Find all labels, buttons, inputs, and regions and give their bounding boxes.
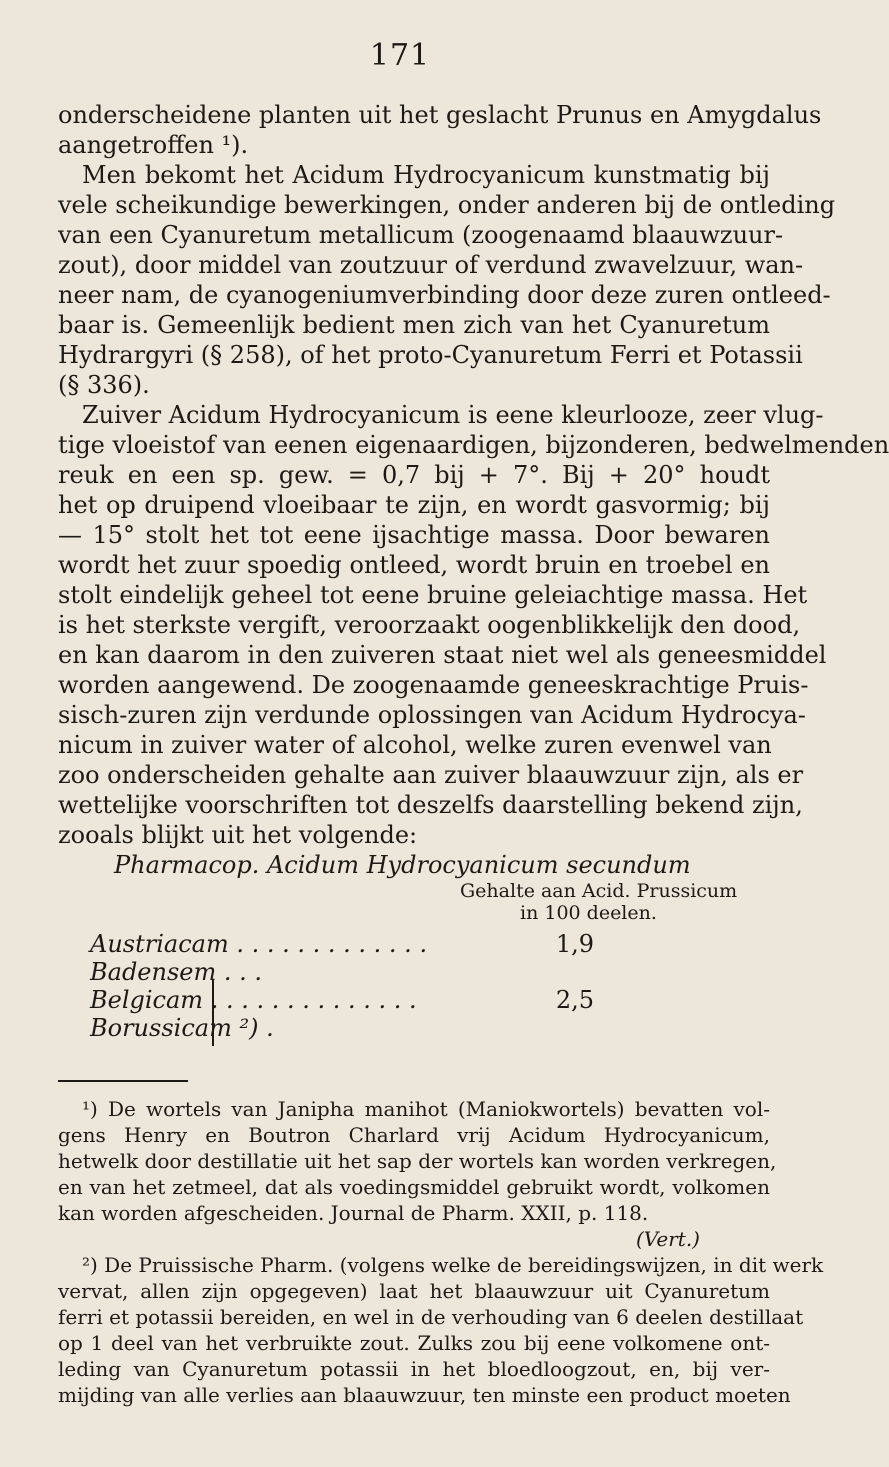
text-line: en kan daarom in den zuiveren staat niet wel als geneesmiddel [58, 641, 827, 669]
footnote-line: leding van Cyanuretum potassii in het bloedloogzout, en, bij ver- [58, 1357, 770, 1381]
text-line: is het sterkste vergift, veroorzaakt oogenblikkelijk den dood, [58, 611, 801, 639]
footnote-line: vervat, allen zijn opgegeven) laat het blaauwzuur uit Cyanuretum [58, 1279, 770, 1303]
text-line: van een Cyanuretum metallicum (zoogenaamd blaauwzuur- [58, 221, 784, 249]
text-line: zoo onderscheiden gehalte aan zuiver blaauwzuur zijn, als er [58, 761, 804, 789]
text-line: het op druipend vloeibaar te zijn, en wordt gasvormig; bij [58, 491, 770, 519]
recipe-row [90, 1014, 610, 1042]
recipe-table [90, 930, 610, 1042]
recipe-row-name: Austriacam . . . . . . . . . . . . . [90, 930, 428, 958]
text-line: Men bekomt het Acidum Hydrocyanicum kunstmatig bij [82, 161, 770, 189]
recipe-row [90, 930, 610, 958]
footnote-rule [58, 1080, 188, 1082]
recipe-title: Pharmacop. Acidum Hydrocyanicum secundum [114, 851, 691, 879]
text-line: neer nam, de cyanogeniumverbinding door deze zuren ontleed- [58, 281, 831, 309]
text-line: Zuiver Acidum Hydrocyanicum is eene kleurlooze, zeer vlug- [82, 401, 824, 429]
main-text [58, 100, 889, 880]
recipe-row-value: 1,9 [555, 930, 594, 958]
text-line: reuk en een sp. gew. = 0,7 bij + 7°. Bij + 20° houdt [58, 461, 770, 489]
recipe-row-name: Badensem . . . [90, 958, 263, 986]
text-line: onderscheidene planten uit het geslacht Prunus en Amygdalus [58, 101, 822, 129]
text-line: tige vloeistof van eenen eigenaardigen, bijzonderen, bedwelmenden [58, 431, 889, 459]
text-line: nicum in zuiver water of alcohol, welke zuren evenwel van [58, 731, 772, 759]
footnote-line: ¹) De wortels van Janipha manihot (Maniokwortels) bevatten vol- [82, 1097, 770, 1121]
footnote-line: hetwelk door destillatie uit het sap der wortels kan worden verkregen, [58, 1149, 777, 1173]
text-line: — 15° stolt het tot eene ijsachtige massa. Door bewaren [58, 521, 770, 549]
footnote-line: (Vert.) [635, 1227, 700, 1251]
recipe-row-value: 2,5 [555, 986, 594, 1014]
text-line: (§ 336). [58, 371, 150, 399]
footnote-line: gens Henry en Boutron Charlard vrij Acidum Hydrocyanicum, [58, 1123, 770, 1147]
text-line: sisch-zuren zijn verdunde oplossingen van Acidum Hydrocya- [58, 701, 806, 729]
footnote-line: ²) De Pruissische Pharm. (volgens welke de bereidingswijzen, in dit werk [82, 1253, 824, 1277]
recipe-row-name: Borussicam ²) . [90, 1014, 274, 1042]
text-line: wordt het zuur spoedig ontleed, wordt bruin en troebel en [58, 551, 770, 579]
footnote-line: ferri et potassii bereiden, en wel in de verhouding van 6 deelen destillaat [58, 1305, 804, 1329]
footnote-line: en van het zetmeel, dat als voedingsmiddel gebruikt wordt, volkomen [58, 1175, 770, 1199]
text-line: vele scheikundige bewerkingen, onder anderen bij de ontleding [58, 191, 836, 219]
recipe-row-name: Belgicam . . . . . . . . . . . . . . [90, 986, 417, 1014]
text-line: wettelijke voorschriften tot deszelfs daarstelling bekend zijn, [58, 791, 803, 819]
recipe-row [90, 958, 610, 986]
recipe-column-header [460, 880, 780, 924]
page-number: 171 [369, 38, 431, 73]
text-line: stolt eindelijk geheel tot eene bruine geleiachtige massa. Het [58, 581, 808, 609]
footnotes [58, 1096, 824, 1408]
footnote-line: op 1 deel van het verbruikte zout. Zulks zou bij eene volkomene ont- [58, 1331, 770, 1355]
grouping-brace [212, 980, 220, 1046]
text-line: baar is. Gemeenlijk bedient men zich van het Cyanuretum [58, 311, 770, 339]
recipe-row [90, 986, 610, 1014]
text-line: zooals blijkt uit het volgende: [58, 821, 418, 849]
text-line: zout), door middel van zoutzuur of verdund zwavelzuur, wan- [58, 251, 804, 279]
text-line: worden aangewend. De zoogenaamde geneeskrachtige Pruis- [58, 671, 809, 699]
text-line: Hydrargyri (§ 258), of het proto-Cyanuretum Ferri et Potassii [58, 341, 803, 369]
text-line: aangetroffen ¹). [58, 131, 249, 159]
recipe-header-line: Gehalte aan Acid. Prussicum [460, 880, 738, 902]
footnote-line: mijding van alle verlies aan blaauwzuur, ten minste een product moeten [58, 1383, 791, 1407]
recipe-header-line: in 100 deelen. [520, 902, 657, 924]
footnote-line: kan worden afgescheiden. Journal de Pharm. XXII, p. 118. [58, 1201, 649, 1225]
